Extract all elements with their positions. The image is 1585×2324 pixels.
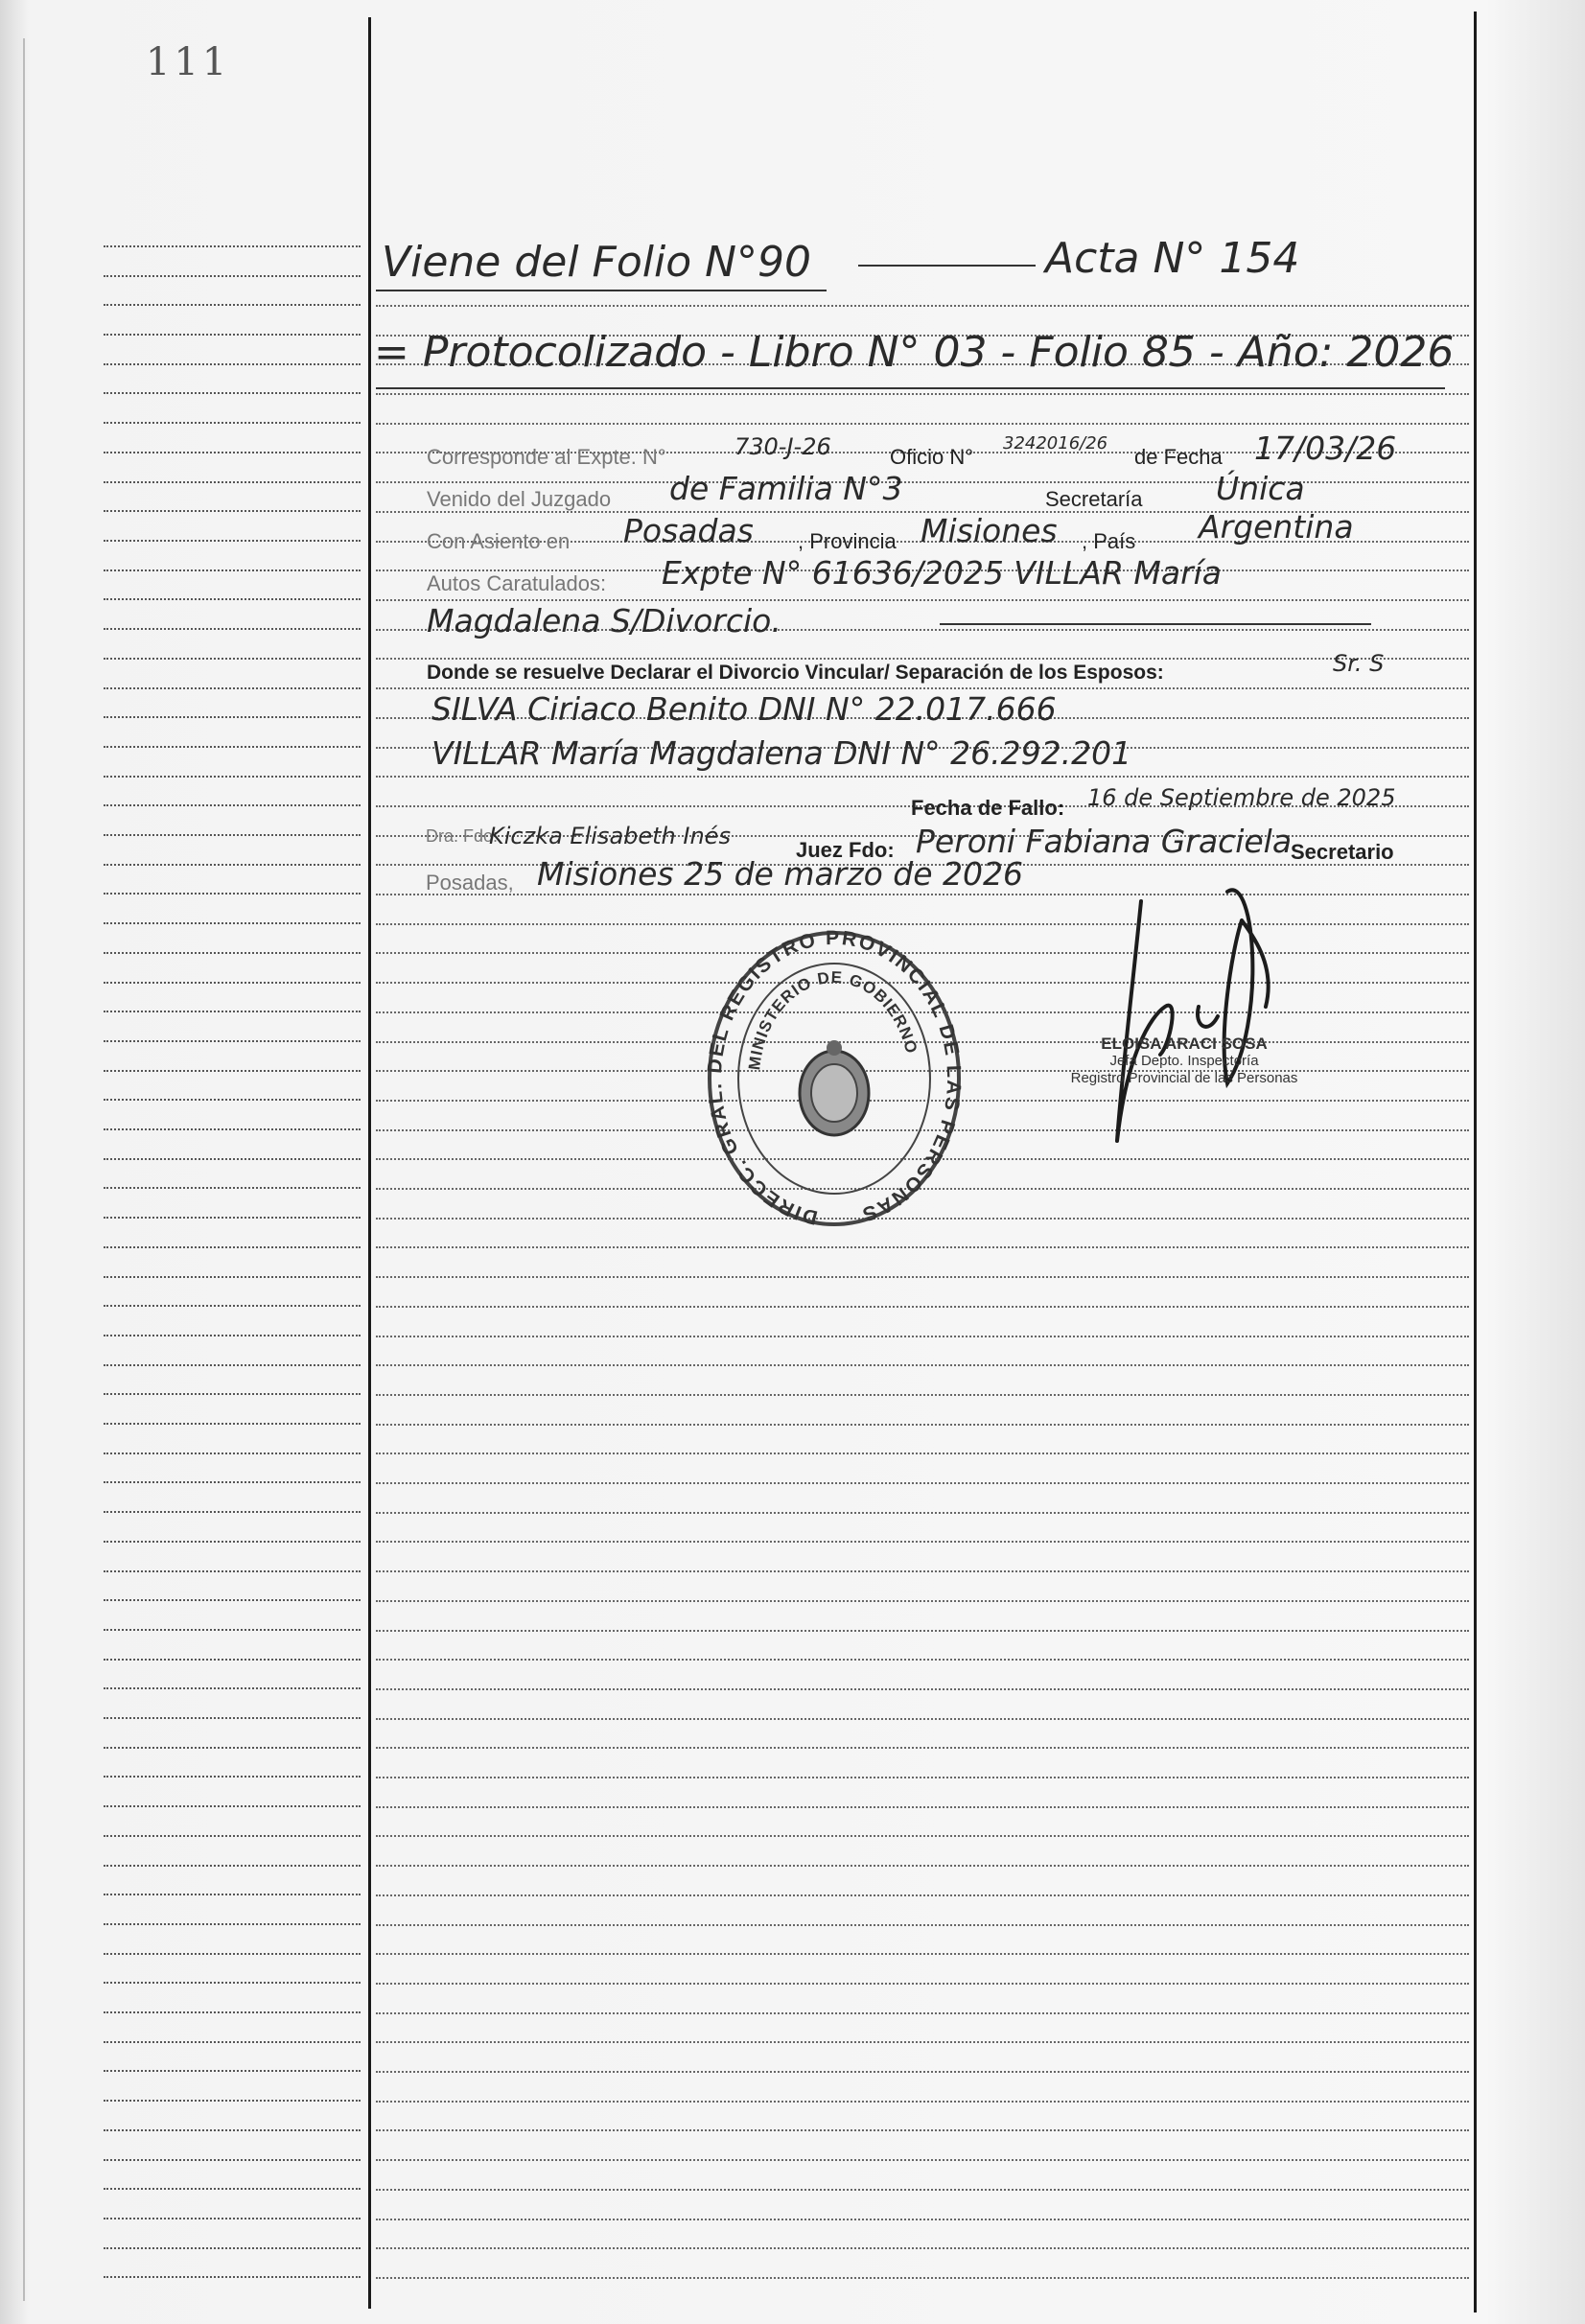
ruled-line [376,1246,1469,1248]
resuelve-value: Sr. S [1333,650,1385,677]
provincia-value: Misiones [921,512,1058,549]
ruled-line [104,1835,361,1837]
expte-label: Corresponde al Expte. N° [427,445,666,469]
ruled-line [104,746,361,748]
ruled-line [104,1364,361,1366]
header-dash [858,265,1036,267]
ruled-line [104,452,361,453]
header-folio: Viene del Folio N°90 [382,238,812,287]
ruled-line [104,1217,361,1219]
ruled-line [104,658,361,660]
ruled-line [104,334,361,336]
ruled-line [376,1364,1469,1366]
ruled-line [104,982,361,984]
autos-label: Autos Caratulados: [427,571,607,595]
ruled-line [104,1747,361,1749]
ruled-line [104,510,361,512]
asiento-value: Posadas [623,512,754,549]
ruled-line [376,1630,1469,1632]
ruled-line [376,2129,1469,2131]
oficio-value: 3242016/26 [1003,433,1108,453]
ruled-line [104,363,361,365]
fallo-label: Fecha de Fallo: [911,796,1065,820]
ruled-line [104,2100,361,2102]
autos-dash [940,623,1371,625]
ruled-line [104,1982,361,1984]
pais-label: , País [1082,529,1136,553]
ruled-line [104,1629,361,1631]
ruled-line [104,1128,361,1130]
ruled-line [376,1512,1469,1514]
ruled-line [104,569,361,571]
coat-of-arms-icon [800,1040,869,1135]
ruled-line [376,658,1469,660]
ruled-line [376,1777,1469,1778]
signature [1036,882,1362,1170]
ruled-line [104,540,361,542]
ruled-line [376,1983,1469,1985]
ruled-line [376,1953,1469,1955]
ruled-line [104,1865,361,1867]
ruled-line [376,1747,1469,1749]
ruled-line [104,1099,361,1101]
left-margin-line [368,17,371,2309]
ruled-line [104,864,361,866]
ruled-line [376,305,1469,307]
asiento-label: Con Asiento en [427,529,571,553]
ruled-line [104,1276,361,1278]
secretaria-value: Única [1216,470,1305,507]
header-protocolizado: = Protocolizado - Libro N° 03 - Folio 85 - Año: 2026 [374,328,1455,377]
ruled-line [104,804,361,806]
oficio-label: Oficio N° [890,445,974,469]
autos-value-2: Magdalena S/Divorcio. [427,602,781,639]
ruled-line [104,1687,361,1689]
ruled-line [104,628,361,630]
ruled-line [104,2070,361,2072]
resuelve-label: Donde se resuelve Declarar el Divorcio Vincular/ Separación de los Esposos: [427,662,1164,684]
provincia-label: , Provincia [798,529,897,553]
ruled-line [104,245,361,247]
stamp-inner-text: MINISTERIO DE GOBIERNO [745,967,921,1072]
ruled-line [376,2159,1469,2161]
ruled-line [376,1394,1469,1396]
ruled-line [376,599,1469,601]
juez-label: Juez Fdo: [796,838,895,862]
page-number: 111 [146,40,231,84]
ruled-line [104,1040,361,1042]
ruled-line [104,1570,361,1572]
fecha-value: 17/03/26 [1254,430,1397,467]
ruled-line [376,2219,1469,2220]
ruled-line [104,2159,361,2161]
ruled-line [104,2276,361,2278]
ruled-line [376,1600,1469,1602]
stamp-outer-text: DIRECC. GRAL. DEL REGISTRO PROVINCIAL DE LAS PERSONAS [703,926,966,1229]
ruled-line [104,687,361,689]
ruled-line [376,1835,1469,1837]
ruled-line [104,422,361,424]
ruled-line [376,1336,1469,1337]
esposo-2: VILLAR María Magdalena DNI N° 26.292.201 [431,734,1132,772]
lugar-label: Posadas, [426,871,514,895]
autos-value-1: Expte N° 61636/2025 VILLAR María [662,554,1223,592]
ruled-line [104,1187,361,1189]
pais-value: Argentina [1199,508,1354,546]
fdo-label: Dra. Fdo: [426,826,499,846]
ruled-line [376,1482,1469,1484]
ruled-line [104,481,361,483]
ruled-line [376,1276,1469,1278]
ruled-line [104,1481,361,1483]
ruled-line [376,2189,1469,2191]
secretario-label: Secretario [1291,840,1394,864]
ruled-line [104,2011,361,2013]
ruled-line [376,1865,1469,1867]
official-seal-text [1040,1035,1328,1087]
ruled-line [376,481,1469,483]
ruled-line [104,1452,361,1454]
ruled-line [104,1541,361,1543]
seal-name: ELOISA ARACI SOSA [1101,1034,1268,1053]
ruled-line [376,1424,1469,1426]
ruled-line [104,834,361,836]
ruled-line [376,1894,1469,1896]
ruled-line [104,1953,361,1955]
lugar-value: Misiones 25 de marzo de 2026 [537,855,1023,893]
ruled-line [104,776,361,778]
ruled-line [376,1659,1469,1661]
ruled-line [376,2247,1469,2249]
ruled-line [104,1599,361,1601]
ruled-line [104,1659,361,1661]
ruled-line [104,1158,361,1160]
ruled-line [376,1688,1469,1690]
ruled-line [376,393,1469,395]
official-stamp [700,925,968,1232]
ruled-line [376,1806,1469,1808]
ruled-line [104,1894,361,1895]
ruled-line [104,1805,361,1807]
header-underline-2 [376,387,1445,389]
ruled-line [104,2188,361,2190]
secretaria-label: Secretaría [1045,487,1143,511]
ruled-line [104,1246,361,1248]
expte-value: 730-J-26 [734,433,831,460]
ruled-line [104,2129,361,2131]
juez-value: Peroni Fabiana Graciela [916,823,1293,860]
juzgado-label: Venido del Juzgado [427,487,612,511]
ruled-line [104,893,361,895]
ruled-line [376,2012,1469,2014]
ruled-line [104,922,361,924]
ruled-line [104,1335,361,1336]
ruled-line [376,687,1469,689]
ruled-line [104,1776,361,1778]
header-acta: Acta N° 154 [1045,234,1300,283]
ruled-line [104,1011,361,1012]
ruled-line [104,1717,361,1719]
ruled-line [104,2041,361,2043]
ruled-line [376,1306,1469,1308]
juzgado-value: de Familia N°3 [669,470,903,507]
ruled-line [376,2071,1469,2073]
ruled-line [376,1718,1469,1720]
ruled-line [104,2247,361,2249]
ruled-line [104,304,361,306]
ruled-line [104,1070,361,1072]
ruled-line [376,1541,1469,1543]
ruled-line [104,1305,361,1307]
ruled-line [104,1511,361,1513]
ruled-line [104,275,361,277]
ruled-line [104,1923,361,1925]
ruled-line [104,952,361,954]
ruled-line [376,776,1469,778]
header-underline-1 [376,290,827,291]
ruled-line [376,1452,1469,1454]
esposo-1: SILVA Ciriaco Benito DNI N° 22.017.666 [431,690,1057,728]
ruled-line [376,2277,1469,2279]
ruled-line [376,2041,1469,2043]
ruled-line [376,423,1469,425]
ruled-line [104,1423,361,1425]
fdo-value: Kiczka Elisabeth Inés [489,823,731,849]
ruled-line [104,392,361,394]
fecha-label: de Fecha [1134,445,1223,469]
right-border-line [1474,12,1477,2312]
ruled-line [104,2218,361,2219]
ruled-line [104,716,361,718]
ruled-line [376,2101,1469,2103]
ruled-line [104,598,361,600]
ruled-line [104,1393,361,1395]
fallo-value: 16 de Septiembre de 2025 [1087,784,1396,811]
ruled-line [376,1924,1469,1926]
page-edge-line [23,38,25,2301]
seal-role-2: Registro Provincial de las Personas [1070,1070,1298,1086]
seal-role-1: Jefa Depto. Inspectoría [1109,1053,1259,1069]
ruled-line [376,1570,1469,1572]
